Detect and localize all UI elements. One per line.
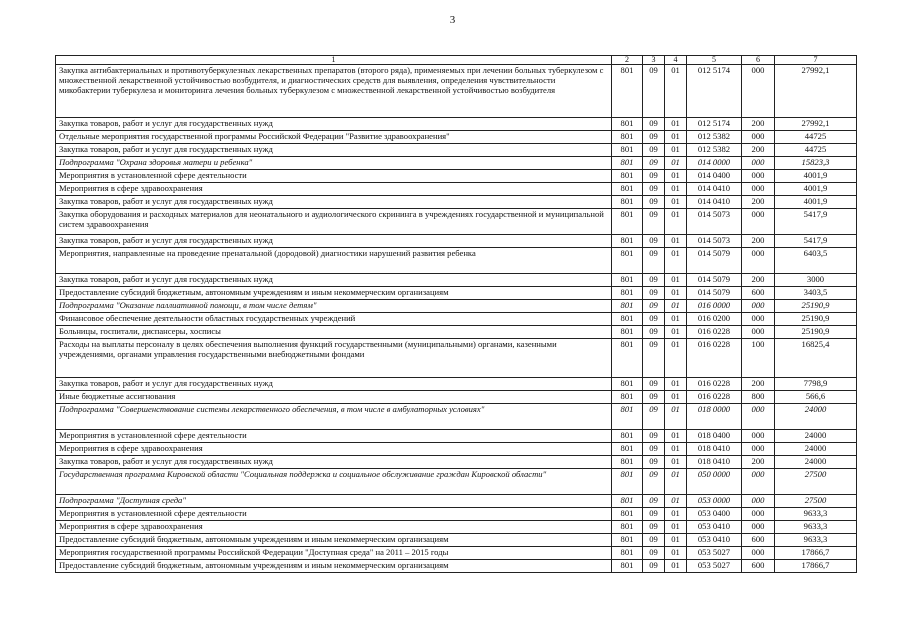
subsection-code-cell: 01 [665,144,687,157]
ministry-code-cell: 801 [612,287,643,300]
row-name-cell: Мероприятия государственной программы Российской Федерации "Доступная среда" на 2011 – 2015 годы [56,547,612,560]
expense-type-cell: 000 [742,430,775,443]
target-article-cell: 014 0400 [687,170,742,183]
target-article-cell: 014 5079 [687,248,742,274]
table-row [56,560,857,573]
row-name-cell: Закупка товаров, работ и услуг для государственных нужд [56,235,612,248]
target-article-cell: 053 5027 [687,547,742,560]
row-name-cell: Государственная программа Кировской области "Социальная поддержка и социальное обслуживание граждан Кировской области" [56,469,612,495]
section-code-cell: 09 [643,313,665,326]
target-article-cell: 053 0000 [687,495,742,508]
expense-type-cell: 600 [742,287,775,300]
row-name-cell: Закупка антибактериальных и противотуберкулезных лекарственных препаратов (второго ряда), применяемых при лечении больных туберкулезом с множественной лекарственной устойчивостью возбудителя, и диагностических средств для выявления, определения чувствительности микобактерии туберкулеза и мониторинга лечения больных туберкулезом с множественной лекарственной устойчивостью возбудителя [56,65,612,118]
amount-cell: 25190,9 [775,300,857,313]
table-row [56,300,857,313]
row-name-cell: Отдельные мероприятия государственной программы Российской Федерации "Развитие здравоохранения" [56,131,612,144]
expense-type-cell: 100 [742,339,775,378]
target-article-cell: 014 5079 [687,287,742,300]
amount-cell: 44725 [775,131,857,144]
section-code-cell: 09 [643,183,665,196]
row-name-cell: Подпрограмма "Охрана здоровья матери и ребенка" [56,157,612,170]
ministry-code-cell: 801 [612,547,643,560]
amount-cell: 6403,5 [775,248,857,274]
ministry-code-cell: 801 [612,65,643,118]
subsection-code-cell: 01 [665,404,687,430]
table-row [56,456,857,469]
ministry-code-cell: 801 [612,404,643,430]
row-name-cell: Предоставление субсидий бюджетным, автономным учреждениям и иным некоммерческим организациям [56,287,612,300]
amount-cell: 9633,3 [775,521,857,534]
expense-type-cell: 200 [742,235,775,248]
header-col-5: 5 [687,56,742,65]
subsection-code-cell: 01 [665,313,687,326]
page-number: 3 [449,14,456,26]
target-article-cell: 016 0228 [687,339,742,378]
section-code-cell: 09 [643,209,665,235]
table-row [56,144,857,157]
ministry-code-cell: 801 [612,248,643,274]
target-article-cell: 018 0400 [687,430,742,443]
ministry-code-cell: 801 [612,157,643,170]
ministry-code-cell: 801 [612,469,643,495]
section-code-cell: 09 [643,170,665,183]
section-code-cell: 09 [643,404,665,430]
section-code-cell: 09 [643,378,665,391]
target-article-cell: 014 5073 [687,209,742,235]
expense-type-cell: 000 [742,495,775,508]
amount-cell: 17866,7 [775,560,857,573]
header-row [56,56,857,65]
expense-type-cell: 000 [742,469,775,495]
amount-cell: 24000 [775,404,857,430]
header-col-2: 2 [612,56,643,65]
ministry-code-cell: 801 [612,339,643,378]
row-name-cell: Финансовое обеспечение деятельности областных государственных учреждений [56,313,612,326]
table-row [56,313,857,326]
table-row [56,209,857,235]
header-col-6: 6 [742,56,775,65]
subsection-code-cell: 01 [665,183,687,196]
expense-type-cell: 000 [742,404,775,430]
expense-type-cell: 000 [742,209,775,235]
target-article-cell: 014 0410 [687,196,742,209]
row-name-cell: Предоставление субсидий бюджетным, автономным учреждениям и иным некоммерческим организациям [56,560,612,573]
row-name-cell: Иные бюджетные ассигнования [56,391,612,404]
header-col-7: 7 [775,56,857,65]
table-row [56,534,857,547]
expense-type-cell: 000 [742,248,775,274]
table-row [56,547,857,560]
subsection-code-cell: 01 [665,209,687,235]
subsection-code-cell: 01 [665,443,687,456]
expense-type-cell: 200 [742,144,775,157]
subsection-code-cell: 01 [665,521,687,534]
amount-cell: 9633,3 [775,508,857,521]
section-code-cell: 09 [643,144,665,157]
section-code-cell: 09 [643,534,665,547]
amount-cell: 24000 [775,456,857,469]
ministry-code-cell: 801 [612,235,643,248]
subsection-code-cell: 01 [665,430,687,443]
target-article-cell: 012 5382 [687,131,742,144]
table-row [56,157,857,170]
section-code-cell: 09 [643,300,665,313]
ministry-code-cell: 801 [612,508,643,521]
table-row [56,65,857,118]
amount-cell: 3403,5 [775,287,857,300]
section-code-cell: 09 [643,430,665,443]
amount-cell: 27500 [775,495,857,508]
ministry-code-cell: 801 [612,183,643,196]
subsection-code-cell: 01 [665,534,687,547]
amount-cell: 4001,9 [775,183,857,196]
subsection-code-cell: 01 [665,196,687,209]
row-name-cell: Мероприятия в установленной сфере деятельности [56,170,612,183]
amount-cell: 15823,3 [775,157,857,170]
ministry-code-cell: 801 [612,521,643,534]
expense-type-cell: 200 [742,378,775,391]
ministry-code-cell: 801 [612,391,643,404]
section-code-cell: 09 [643,521,665,534]
expense-type-cell: 000 [742,313,775,326]
amount-cell: 4001,9 [775,170,857,183]
row-name-cell: Мероприятия в установленной сфере деятельности [56,430,612,443]
target-article-cell: 016 0228 [687,326,742,339]
table-row [56,391,857,404]
amount-cell: 4001,9 [775,196,857,209]
row-name-cell: Расходы на выплаты персоналу в целях обеспечения выполнения функций государственными (муниципальными) органами, казенными учреждениями, органами управления государственными внебюджетными фондами [56,339,612,378]
subsection-code-cell: 01 [665,170,687,183]
table-row [56,339,857,378]
row-name-cell: Подпрограмма "Совершенствование системы лекарственного обеспечения, в том числе в амбулаторных условиях" [56,404,612,430]
subsection-code-cell: 01 [665,508,687,521]
expense-type-cell: 200 [742,196,775,209]
table-row [56,508,857,521]
ministry-code-cell: 801 [612,495,643,508]
section-code-cell: 09 [643,508,665,521]
expense-type-cell: 000 [742,300,775,313]
expense-type-cell: 000 [742,157,775,170]
subsection-code-cell: 01 [665,547,687,560]
ministry-code-cell: 801 [612,456,643,469]
amount-cell: 9633,3 [775,534,857,547]
ministry-code-cell: 801 [612,326,643,339]
section-code-cell: 09 [643,391,665,404]
amount-cell: 25190,9 [775,326,857,339]
table-row [56,274,857,287]
expense-type-cell: 200 [742,456,775,469]
section-code-cell: 09 [643,287,665,300]
amount-cell: 5417,9 [775,235,857,248]
ministry-code-cell: 801 [612,170,643,183]
ministry-code-cell: 801 [612,313,643,326]
expense-type-cell: 000 [742,521,775,534]
section-code-cell: 09 [643,547,665,560]
amount-cell: 27992,1 [775,118,857,131]
section-code-cell: 09 [643,469,665,495]
section-code-cell: 09 [643,495,665,508]
target-article-cell: 053 0400 [687,508,742,521]
target-article-cell: 012 5174 [687,118,742,131]
target-article-cell: 018 0000 [687,404,742,430]
target-article-cell: 053 5027 [687,560,742,573]
ministry-code-cell: 801 [612,118,643,131]
subsection-code-cell: 01 [665,378,687,391]
expense-type-cell: 000 [742,508,775,521]
target-article-cell: 014 0410 [687,183,742,196]
table-row [56,235,857,248]
table-row [56,287,857,300]
ministry-code-cell: 801 [612,274,643,287]
expense-type-cell: 000 [742,170,775,183]
ministry-code-cell: 801 [612,144,643,157]
amount-cell: 25190,9 [775,313,857,326]
amount-cell: 44725 [775,144,857,157]
ministry-code-cell: 801 [612,300,643,313]
expense-type-cell: 000 [742,326,775,339]
amount-cell: 16825,4 [775,339,857,378]
ministry-code-cell: 801 [612,534,643,547]
expense-type-cell: 000 [742,131,775,144]
row-name-cell: Предоставление субсидий бюджетным, автономным учреждениям и иным некоммерческим организациям [56,534,612,547]
table-row [56,469,857,495]
subsection-code-cell: 01 [665,131,687,144]
row-name-cell: Подпрограмма "Оказание паллиативной помощи, в том числе детям" [56,300,612,313]
subsection-code-cell: 01 [665,300,687,313]
table-row [56,495,857,508]
subsection-code-cell: 01 [665,157,687,170]
section-code-cell: 09 [643,443,665,456]
header-col-1: 1 [56,56,612,65]
section-code-cell: 09 [643,248,665,274]
amount-cell: 24000 [775,430,857,443]
expense-type-cell: 600 [742,534,775,547]
table-row [56,248,857,274]
row-name-cell: Закупка товаров, работ и услуг для государственных нужд [56,196,612,209]
row-name-cell: Подпрограмма "Доступная среда" [56,495,612,508]
expense-type-cell: 200 [742,274,775,287]
table-row [56,430,857,443]
row-name-cell: Закупка оборудования и расходных материалов для неонатального и аудиологического скрининга в учреждениях государственной и муниципальной систем здравоохранения [56,209,612,235]
target-article-cell: 053 0410 [687,521,742,534]
amount-cell: 566,6 [775,391,857,404]
subsection-code-cell: 01 [665,274,687,287]
table-row [56,378,857,391]
table-row [56,196,857,209]
expense-type-cell: 000 [742,183,775,196]
subsection-code-cell: 01 [665,248,687,274]
subsection-code-cell: 01 [665,391,687,404]
expense-type-cell: 000 [742,443,775,456]
ministry-code-cell: 801 [612,443,643,456]
expense-type-cell: 600 [742,560,775,573]
target-article-cell: 053 0410 [687,534,742,547]
amount-cell: 7798,9 [775,378,857,391]
table-row [56,404,857,430]
amount-cell: 27992,1 [775,65,857,118]
section-code-cell: 09 [643,235,665,248]
row-name-cell: Закупка товаров, работ и услуг для государственных нужд [56,456,612,469]
section-code-cell: 09 [643,157,665,170]
section-code-cell: 09 [643,65,665,118]
expense-type-cell: 000 [742,65,775,118]
subsection-code-cell: 01 [665,469,687,495]
ministry-code-cell: 801 [612,131,643,144]
row-name-cell: Больницы, госпитали, диспансеры, хосписы [56,326,612,339]
ministry-code-cell: 801 [612,560,643,573]
row-name-cell: Закупка товаров, работ и услуг для государственных нужд [56,378,612,391]
target-article-cell: 016 0000 [687,300,742,313]
table-row [56,183,857,196]
target-article-cell: 012 5174 [687,65,742,118]
target-article-cell: 018 0410 [687,443,742,456]
target-article-cell: 018 0410 [687,456,742,469]
subsection-code-cell: 01 [665,65,687,118]
target-article-cell: 014 5079 [687,274,742,287]
subsection-code-cell: 01 [665,339,687,378]
table-row [56,170,857,183]
ministry-code-cell: 801 [612,196,643,209]
subsection-code-cell: 01 [665,326,687,339]
amount-cell: 24000 [775,443,857,456]
amount-cell: 27500 [775,469,857,495]
amount-cell: 5417,9 [775,209,857,235]
subsection-code-cell: 01 [665,235,687,248]
target-article-cell: 016 0228 [687,378,742,391]
ministry-code-cell: 801 [612,378,643,391]
section-code-cell: 09 [643,118,665,131]
header-col-4: 4 [665,56,687,65]
section-code-cell: 09 [643,339,665,378]
row-name-cell: Закупка товаров, работ и услуг для государственных нужд [56,144,612,157]
section-code-cell: 09 [643,560,665,573]
ministry-code-cell: 801 [612,430,643,443]
table-row [56,443,857,456]
subsection-code-cell: 01 [665,118,687,131]
row-name-cell: Закупка товаров, работ и услуг для государственных нужд [56,118,612,131]
row-name-cell: Мероприятия, направленные на проведение пренатальной (дородовой) диагностики нарушений развития ребенка [56,248,612,274]
row-name-cell: Мероприятия в сфере здравоохранения [56,183,612,196]
table-row [56,326,857,339]
expense-type-cell: 800 [742,391,775,404]
section-code-cell: 09 [643,131,665,144]
expense-type-cell: 000 [742,547,775,560]
header-col-3: 3 [643,56,665,65]
row-name-cell: Мероприятия в установленной сфере деятельности [56,508,612,521]
table-row [56,118,857,131]
subsection-code-cell: 01 [665,495,687,508]
budget-table [55,55,857,573]
row-name-cell: Закупка товаров, работ и услуг для государственных нужд [56,274,612,287]
amount-cell: 3000 [775,274,857,287]
section-code-cell: 09 [643,456,665,469]
subsection-code-cell: 01 [665,287,687,300]
target-article-cell: 014 5073 [687,235,742,248]
target-article-cell: 050 0000 [687,469,742,495]
amount-cell: 17866,7 [775,547,857,560]
ministry-code-cell: 801 [612,209,643,235]
expense-type-cell: 200 [742,118,775,131]
target-article-cell: 016 0200 [687,313,742,326]
section-code-cell: 09 [643,196,665,209]
row-name-cell: Мероприятия в сфере здравоохранения [56,521,612,534]
target-article-cell: 014 0000 [687,157,742,170]
subsection-code-cell: 01 [665,456,687,469]
section-code-cell: 09 [643,274,665,287]
target-article-cell: 016 0228 [687,391,742,404]
section-code-cell: 09 [643,326,665,339]
table-row [56,521,857,534]
subsection-code-cell: 01 [665,560,687,573]
target-article-cell: 012 5382 [687,144,742,157]
row-name-cell: Мероприятия в сфере здравоохранения [56,443,612,456]
table-row [56,131,857,144]
